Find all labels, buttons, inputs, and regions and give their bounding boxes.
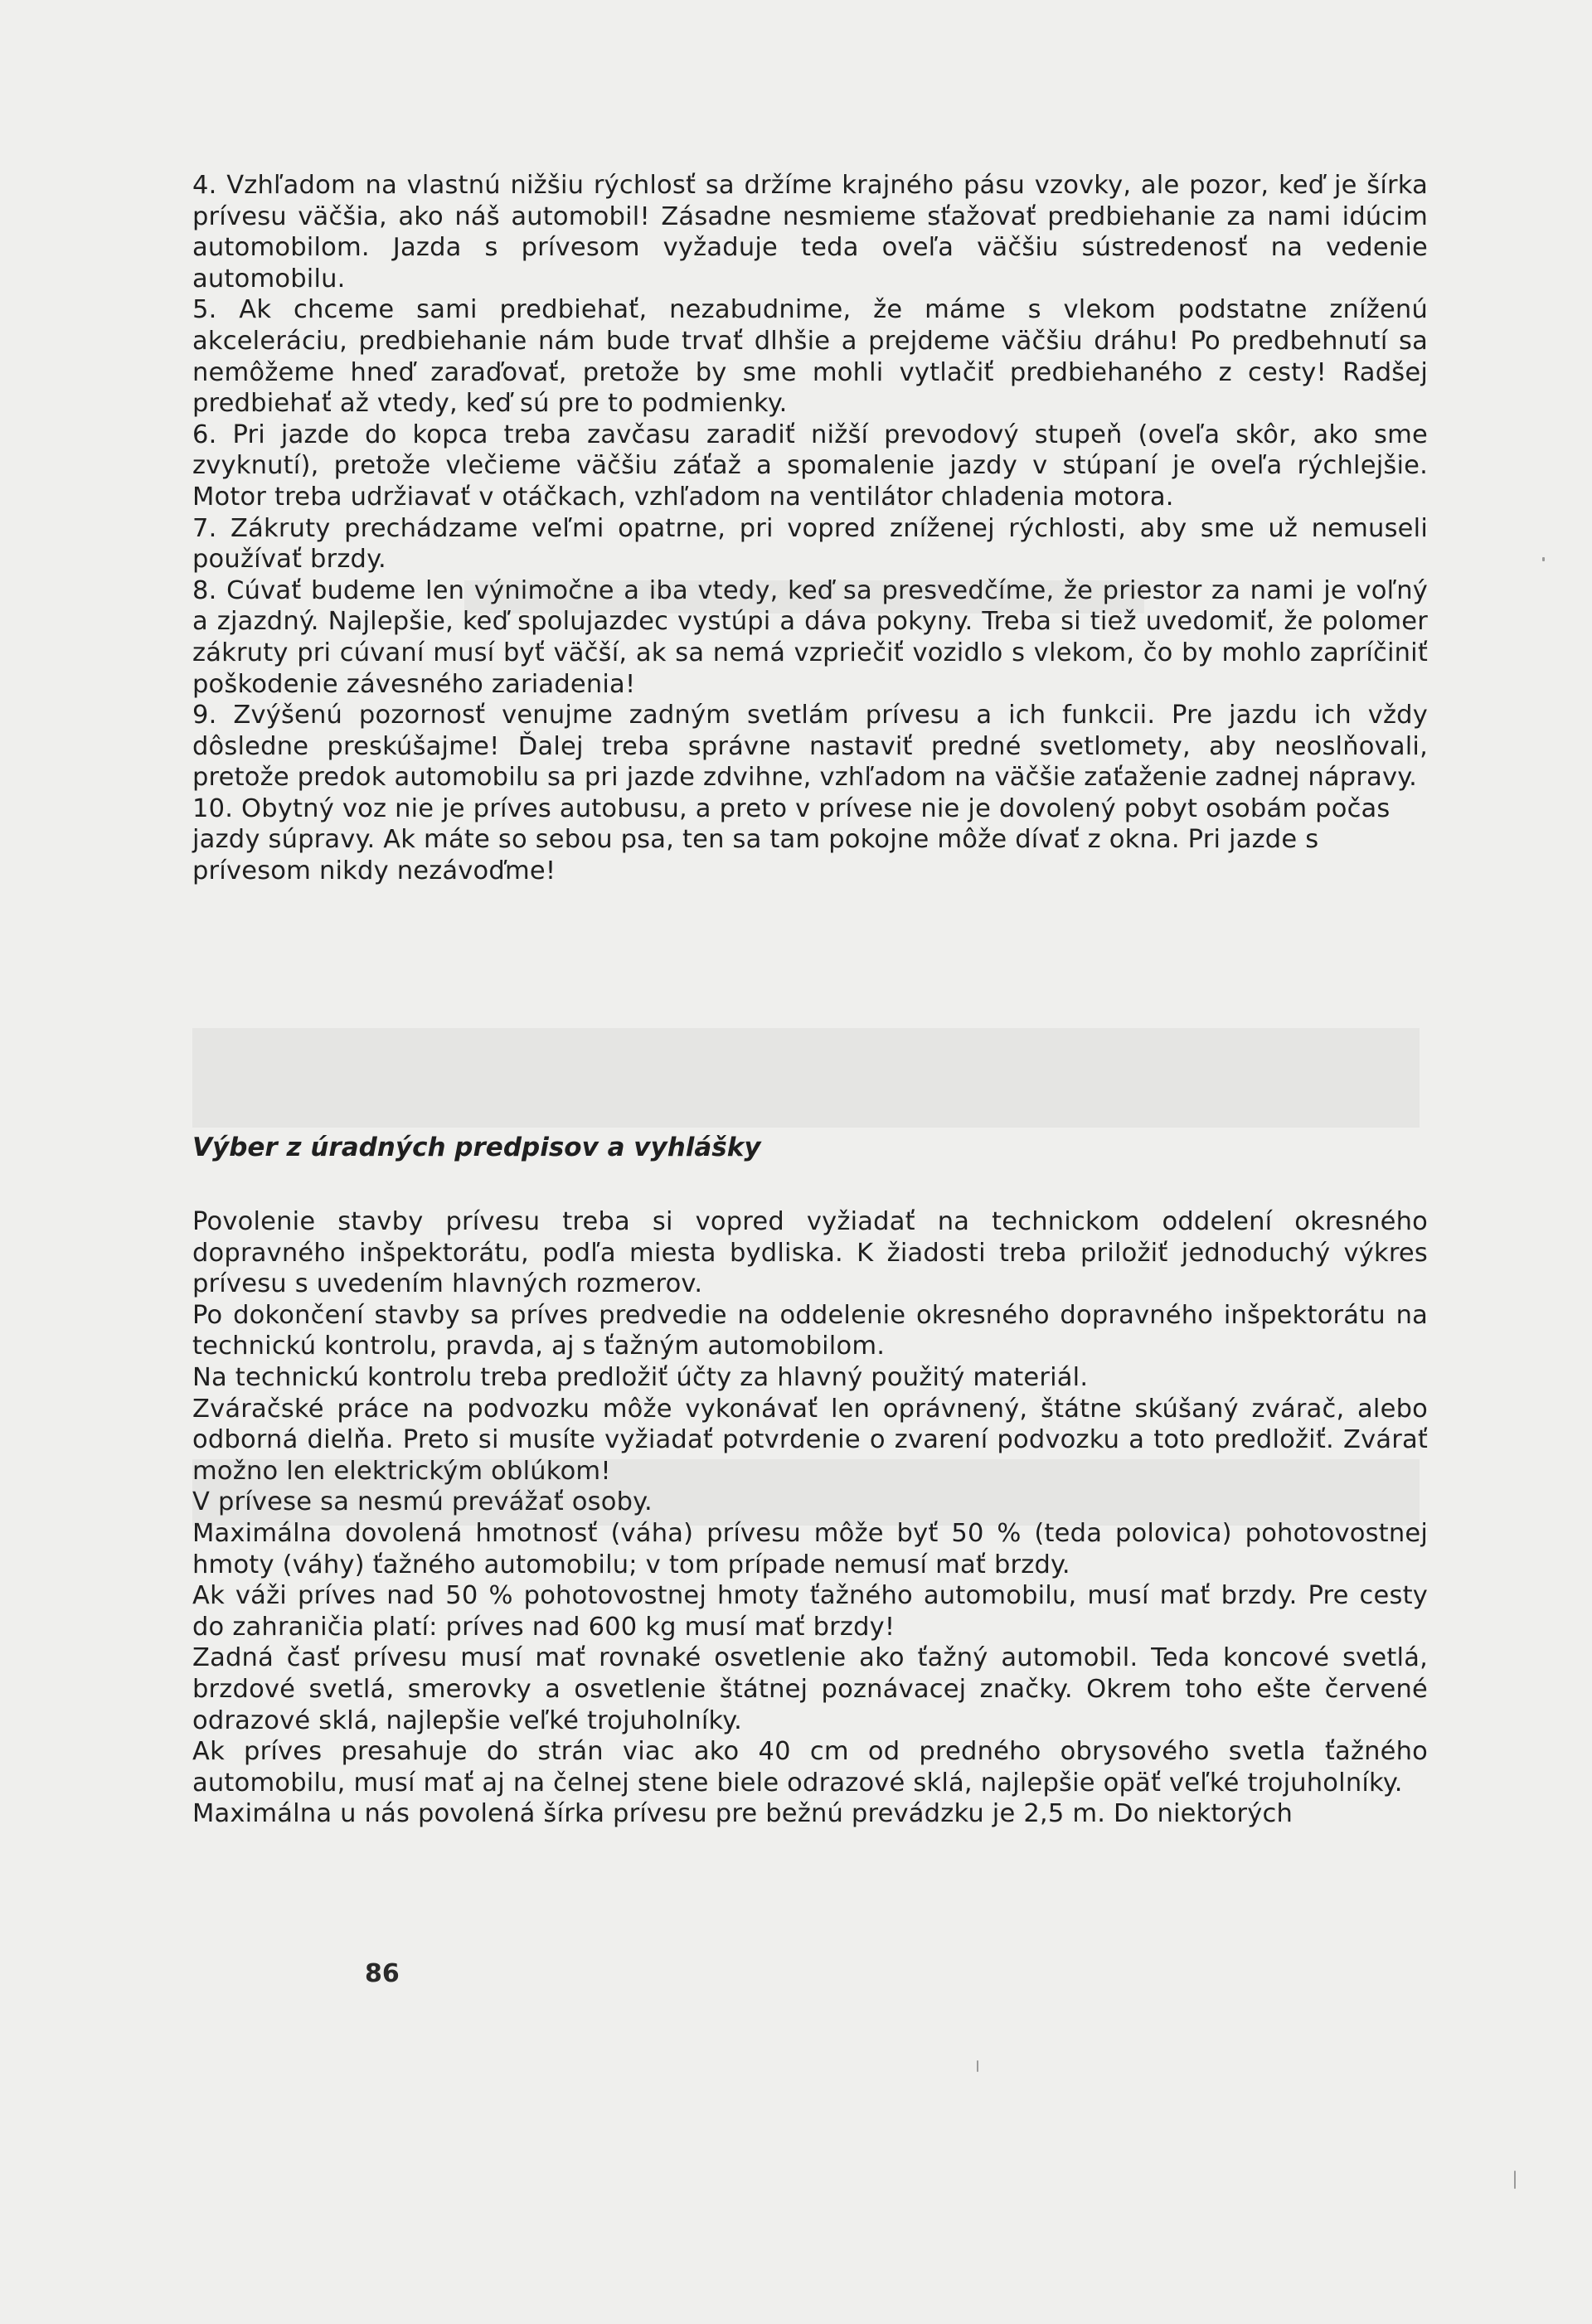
advice-item-5: 5. Ak chceme sami predbiehať, nezabudnime, že máme s vlekom podstatne zníženú akceleráciu, predbiehanie nám bude trvať dlhšie a prejdeme väčšiu dráhu! Po predbehnutí sa nemôžeme hneď zaraďovať, pretože by sme mohli vytlačiť predbiehaného z cesty! Radšej predbiehať až vtedy, keď sú pre to podmienky. — [192, 295, 1428, 419]
advice-item-7: 7. Zákruty prechádzame veľmi opatrne, pri vopred zníženej rýchlosti, aby sme už nemuseli používať brzdy. — [192, 513, 1428, 575]
show-through-mark — [192, 1028, 1420, 1128]
regulation-paragraph: Maximálna u nás povolená šírka prívesu pre bežnú prevádzku je 2,5 m. Do niektorých — [192, 1799, 1294, 1829]
regulation-paragraph: Maximálna dovolená hmotnosť (váha) prívesu môže byť 50 % (teda polovica) pohotovostnej hmoty (váhy) ťažného automobilu; v tom prípade nemusí mať brzdy. — [192, 1518, 1428, 1579]
regulation-paragraph: Zadná časť prívesu musí mať rovnaké osvetlenie ako ťažný automobil. Teda koncové svetlá, brzdové svetlá, smerovky a osvetlenie štátnej poznávacej značky. Okrem toho ešte červené odrazové sklá, najlepšie veľké trojuholníky. — [192, 1643, 1428, 1735]
section-heading: Výber z úradných predpisov a vyhlášky — [192, 1133, 761, 1162]
regulations-text — [192, 1206, 1428, 1830]
regulation-paragraph: Zváračské práce na podvozku môže vykonávať len oprávnený, štátne skúšaný zvárač, alebo odborná dielňa. Preto si musíte vyžiadať potvrdenie o zvarení podvozku a toto predložiť. Zvárať možno len elektrickým oblúkom! — [192, 1394, 1428, 1486]
numbered-advice-list — [192, 170, 1428, 887]
page-number: 86 — [365, 1959, 400, 1988]
advice-item-6: 6. Pri jazde do kopca treba zavčasu zaradiť nižší prevodový stupeň (oveľa skôr, ako sme zvyknutí), pretože vlečieme väčšiu záťaž a spomalenie jazdy v stúpaní je oveľa rýchlejšie. Motor treba udržiavať v otáčkach, vzhľadom na ventilátor chladenia motora. — [192, 420, 1428, 512]
paper-speck — [1542, 557, 1545, 561]
advice-item-10: 10. Obytný voz nie je príves autobusu, a preto v prívese nie je dovolený pobyt osobám počas jazdy súpravy. Ak máte so sebou psa, ten sa tam pokojne môže dívať z okna. Pri jazde s prívesom nikdy nezávoďme! — [192, 793, 1391, 886]
advice-item-9: 9. Zvýšenú pozornosť venujme zadným svetlám prívesu a ich funkcii. Pre jazdu ich vždy dôsledne preskúšajme! Ďalej treba správne nastaviť predné svetlomety, aby neoslňovali, pretože predok automobilu sa pri jazde zdvihne, vzhľadom na väčšie zaťaženie zadnej nápravy. — [192, 701, 1428, 793]
regulation-paragraph: Na technickú kontrolu treba predložiť účty za hlavný použitý materiál. — [192, 1362, 1089, 1392]
paper-speck — [1514, 2171, 1516, 2189]
regulation-paragraph: Ak príves presahuje do strán viac ako 40 cm od predného obrysového svetla ťažného automobilu, musí mať aj na čelnej stene biele odrazové sklá, najlepšie opäť veľké trojuholníky. — [192, 1737, 1428, 1798]
advice-item-8: 8. Cúvať budeme len výnimočne a iba vtedy, keď sa presvedčíme, že priestor za nami je voľný a zjazdný. Najlepšie, keď spolujazdec vystúpi a dáva pokyny. Treba si tiež uvedomiť, že polomer zákruty pri cúvaní musí byť väčší, ak sa nemá vzpriečiť vozidlo s vlekom, čo by mohlo zapríčiniť poškodenie závesného zariadenia! — [192, 575, 1428, 699]
regulation-paragraph: Ak váži príves nad 50 % pohotovostnej hmoty ťažného automobilu, musí mať brzdy. Pre cesty do zahraničia platí: príves nad 600 kg musí mať brzdy! — [192, 1581, 1428, 1642]
advice-item-4: 4. Vzhľadom na vlastnú nižšiu rýchlosť sa držíme krajného pásu vzovky, ale pozor, keď je šírka prívesu väčšia, ako náš automobil! Zásadne nesmieme sťažovať predbiehanie za nami idúcim automobilom. Jazda s prívesom vyžaduje teda oveľa väčšiu sústredenosť na vedenie automobilu. — [192, 171, 1428, 294]
regulation-paragraph: Povolenie stavby prívesu treba si vopred vyžiadať na technickom oddelení okresného dopravného inšpektorátu, podľa miesta bydliska. K žiadosti treba priložiť jednoduchý výkres prívesu s uvedením hlavných rozmerov. — [192, 1207, 1428, 1299]
regulation-paragraph: V prívese sa nesmú prevážať osoby. — [192, 1487, 653, 1517]
regulation-paragraph: Po dokončení stavby sa príves predvedie na oddelenie okresného dopravného inšpektorátu na technickú kontrolu, pravda, aj s ťažným automobilom. — [192, 1300, 1428, 1361]
paper-speck — [977, 2060, 978, 2072]
